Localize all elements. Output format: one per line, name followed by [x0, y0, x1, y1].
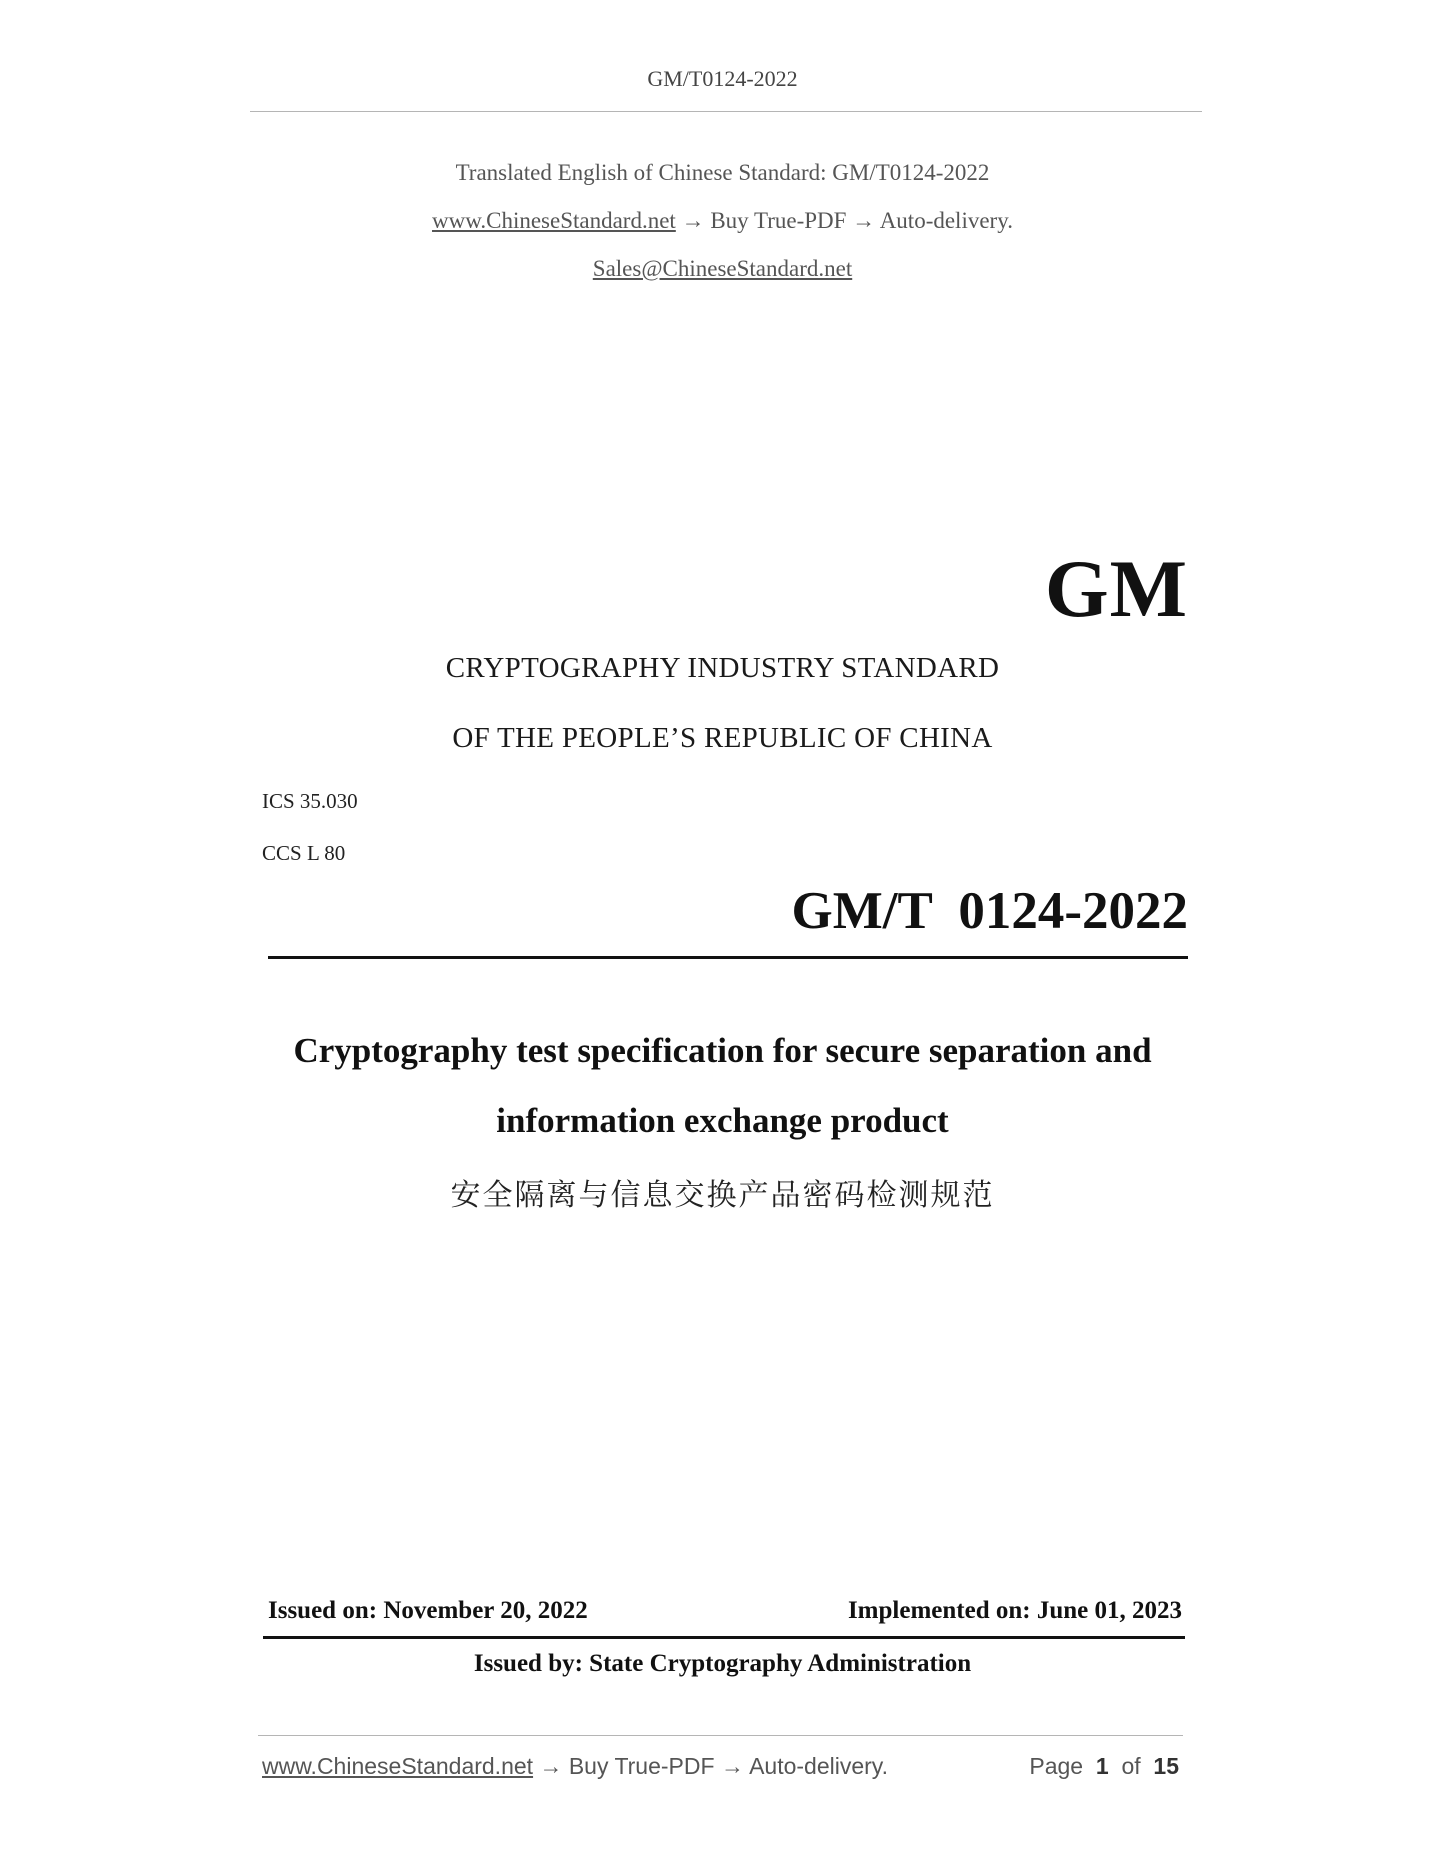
purchase-line	[0, 208, 1445, 234]
current-page-number: 1	[1095, 1753, 1109, 1779]
email-line	[0, 256, 1445, 282]
issued-on-date: Issued on: November 20, 2022	[268, 1597, 588, 1624]
footer-buy-text: Buy True-PDF	[568, 1753, 715, 1779]
translation-notice: Translated English of Chinese Standard: GM/T0124-2022	[455, 160, 990, 185]
page-indicator	[1029, 1753, 1179, 1780]
document-title-line2: information exchange product	[496, 1101, 949, 1140]
footer-divider	[258, 1735, 1183, 1736]
gm-logo: GM	[1044, 543, 1188, 634]
arrow-right-icon: →	[852, 208, 876, 233]
footer-purchase-line	[262, 1753, 888, 1780]
running-header: GM/T0124-2022	[647, 66, 798, 91]
footer-site-link[interactable]: www.ChineseStandard.net	[262, 1753, 534, 1779]
ics-code: ICS 35.030	[262, 789, 358, 813]
document-number-rule	[268, 956, 1188, 959]
issue-divider	[263, 1636, 1185, 1639]
arrow-right-icon: →	[681, 208, 705, 233]
arrow-right-icon: →	[539, 1753, 563, 1779]
page-label: Page	[1029, 1753, 1084, 1779]
document-title-line1: Cryptography test specification for secure separation and	[293, 1031, 1152, 1070]
delivery-text: Auto-delivery.	[879, 208, 1013, 233]
total-pages: 15	[1153, 1753, 1179, 1779]
sales-email-link[interactable]: Sales@ChineseStandard.net	[592, 256, 853, 281]
document-title-chinese: 安全隔离与信息交换产品密码检测规范	[450, 1178, 995, 1213]
standard-type-line2: OF THE PEOPLE’S REPUBLIC OF CHINA	[452, 722, 993, 754]
implemented-on-date: Implemented on: June 01, 2023	[847, 1597, 1182, 1624]
footer-delivery-text: Auto-delivery.	[749, 1753, 888, 1779]
buy-text: Buy True-PDF	[710, 208, 847, 233]
issuing-authority: Issued by: State Cryptography Administration	[473, 1650, 972, 1677]
document-number: GM/T 0124-2022	[791, 882, 1188, 940]
of-label: of	[1121, 1753, 1141, 1779]
ccs-code: CCS L 80	[262, 841, 346, 865]
site-link[interactable]: www.ChineseStandard.net	[432, 208, 676, 233]
standard-type-line1: CRYPTOGRAPHY INDUSTRY STANDARD	[445, 652, 1000, 684]
header-divider	[250, 111, 1202, 112]
arrow-right-icon: →	[720, 1753, 744, 1779]
